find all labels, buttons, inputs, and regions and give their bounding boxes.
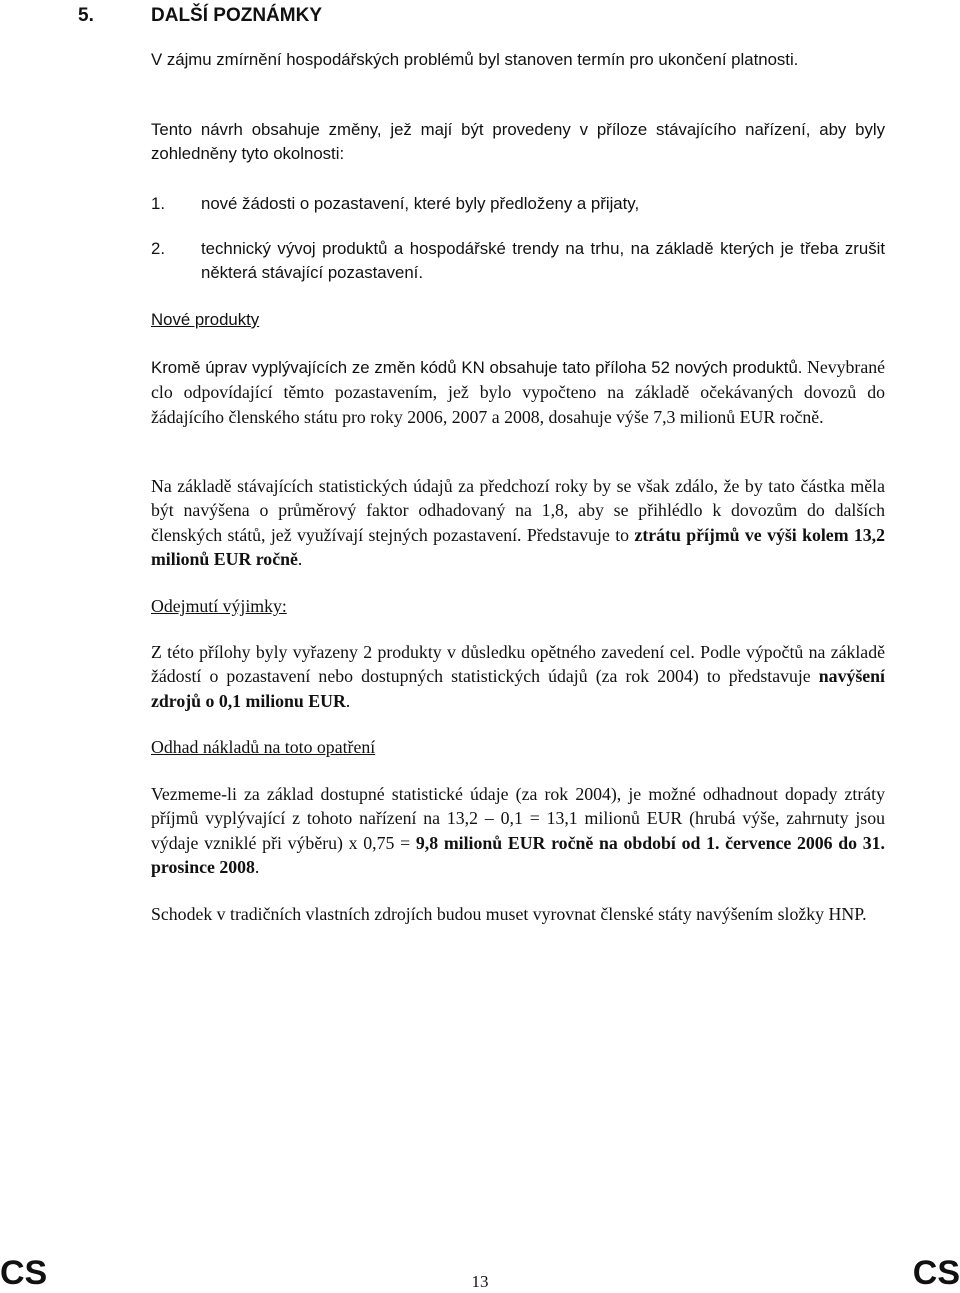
- footer-language-code-right: CS: [912, 1254, 960, 1292]
- list-item: [151, 192, 885, 216]
- paragraph-cost-estimate: [151, 782, 885, 880]
- subheading-new-products: Nové produkty: [151, 310, 260, 329]
- paragraph-exemption-end: .: [345, 690, 351, 711]
- list-item-number: 1.: [151, 194, 165, 213]
- paragraph-cost-end: .: [254, 857, 260, 878]
- list-item-text: nové žádosti o pozastavení, které byly předloženy a přijaty,: [201, 194, 640, 213]
- paragraph-exemption-text: Z této přílohy byly vyřazeny 2 produkty v důsledku opětného zavedení cel. Podle výpočtů na základě žádostí o pozastavení nebo dostupných statistických údajů (za rok 2004) to představuje: [151, 642, 885, 687]
- paragraph-statistics: [151, 474, 885, 572]
- paragraph-statistics-end: .: [297, 549, 303, 570]
- section-title: DALŠÍ POZNÁMKY: [151, 5, 322, 26]
- section-heading: [78, 4, 322, 28]
- paragraph-new-products-body: Nevybrané clo odpovídající těmto pozastavením, jež bylo vypočteno na základě očekávaných dovozů do žádajícího členského státu pro roky 2006, 2007 a 2008, dosahuje výše 7,3 milionů EUR ročně.: [151, 357, 886, 427]
- subheading-cost-estimate: Odhad nákladů na toto opatření: [151, 737, 376, 757]
- paragraph-cost-emphasis: 9,8 milionů EUR ročně na období od 1. července 2006 do 31. prosince 2008: [151, 832, 886, 878]
- list-item-text: technický vývoj produktů a hospodářské trendy na trhu, na základě kterých je třeba zrušit některá stávající pozastavení.: [201, 239, 885, 283]
- paragraph-exemption-emphasis: navýšení zdrojů o 0,1 milionu EUR: [151, 666, 885, 711]
- footer-language-code-left: CS: [0, 1254, 48, 1292]
- section-number: 5.: [78, 5, 94, 26]
- list-item: [151, 237, 885, 286]
- paragraph-new-products-word: produktů.: [732, 358, 803, 377]
- page-number: 13: [471, 1272, 489, 1291]
- paragraph-new-products: [151, 355, 885, 429]
- paragraph-deficit: Schodek v tradičních vlastních zdrojích budou muset vyrovnat členské státy navýšením složky HNP.: [151, 904, 867, 924]
- paragraph-statistics-emphasis: ztrátu příjmů ve výši kolem 13,2 milionů EUR ročně: [151, 524, 885, 570]
- paragraph-termination: V zájmu zmírnění hospodářských problémů byl stanoven termín pro ukončení platnosti.: [151, 50, 799, 69]
- subheading-exemption: Odejmutí výjimky:: [151, 596, 287, 616]
- paragraph-cost-text: Vezmeme-li za základ dostupné statistické údaje (za rok 2004), je možné odhadnout dopady ztráty příjmů vyplývající z tohoto nařízení na 13,2 – 0,1 = 13,1 milionů EUR (hrubá výše, zahrnuty jsou výdaje vzniklé při výběru) x 0,75 =: [151, 784, 885, 853]
- paragraph-statistics-text: Na základě stávajících statistických údajů za předchozí roky by se však zdálo, že by tato částka měla být navýšena o průměrový faktor odhadovaný na 1,8, aby se přihlédlo k dovozům do dalších členských států, jež využívají stejných pozastavení. Představuje to: [151, 476, 885, 545]
- list-item-number: 2.: [151, 239, 165, 258]
- paragraph-proposal: Tento návrh obsahuje změny, jež mají být provedeny v příloze stávajícího nařízení, aby byly zohledněny tyto okolnosti:: [151, 120, 885, 164]
- paragraph-exemption: [151, 640, 885, 713]
- paragraph-new-products-intro: Kromě úprav vyplývajících ze změn kódů KN obsahuje tato příloha 52 nových: [151, 358, 728, 377]
